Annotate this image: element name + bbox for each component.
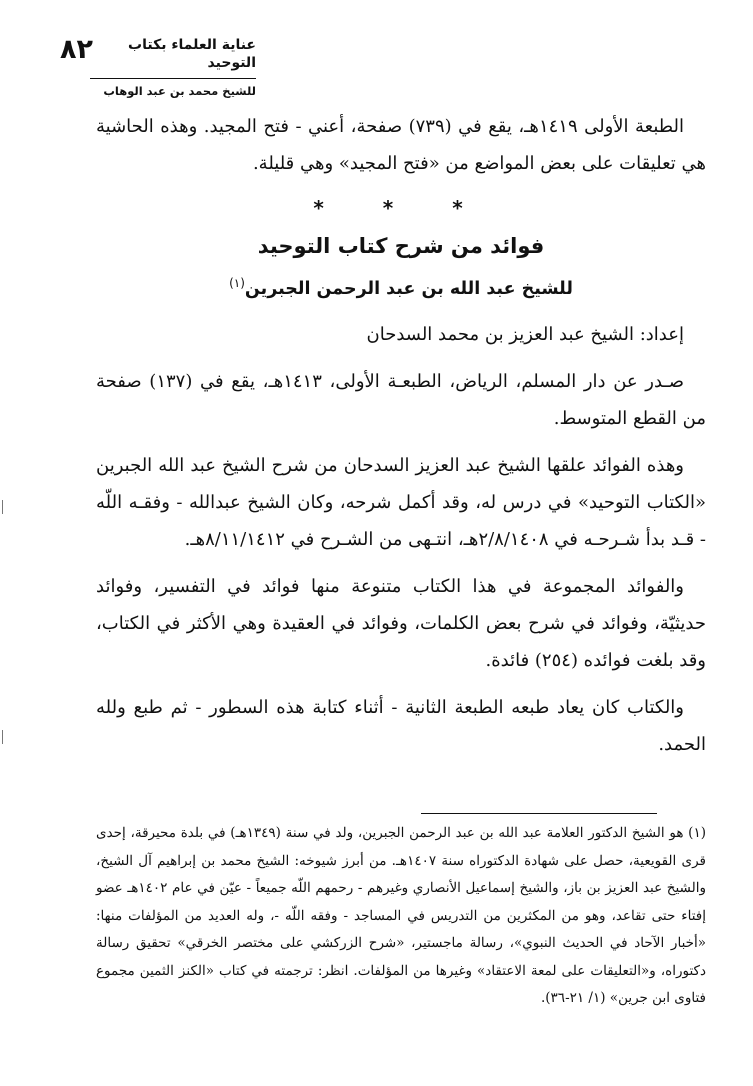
intro-paragraph: الطبعة الأولى ١٤١٩هـ، يقع في (٧٣٩) صفحة، أعني - فتح المجيد. وهذه الحاشية هي تعليقات على بعض المواضع من «فتح المجيد» وهي قليلة. bbox=[96, 116, 706, 174]
footnote-marker: (١) bbox=[229, 276, 245, 290]
running-header-title: عناية العلماء بكتاب التوحيد bbox=[90, 36, 256, 79]
paragraph-contents: والفوائد المجموعة في هذا الكتاب متنوعة منها فوائد في التفسير، وفوائد حديثيّة، وفوائد في شرح بعض الكلمات، وفوائد في العقيدة وهي الأكثر في الكتاب، وقد بلغت فوائده (٢٥٤) فائدة. bbox=[96, 575, 706, 671]
section-subtitle bbox=[96, 266, 706, 306]
footnote-divider bbox=[421, 813, 657, 814]
footnote: (١) هو الشيخ الدكتور العلامة عبد الله بن عبد الرحمن الجبرين، ولد في سنة (١٣٤٩هـ) في بلدة محيرقة، إحدى قرى القويعية، حصل على شهادة الدكتوراه سنة ١٤٠٧هـ. من أبرز شيوخه: الشيخ محمد بن إبراهيم آل الشيخ، والشيخ عبد العزيز بن باز، والشيخ إسماعيل الأنصاري وغيرهم - رحمهم اللّه جميعاً - عيّن في عام ١٤٠٢هـ عضو إفتاء حتى تقاعد، وهو من المكثرين من التدريس في المساجد - وفقه اللّه -، وله العديد من المؤلفات منها: «أخبار الآحاد في الحديث النبوي»، رسالة ماجستير، «شرح الزركشي على مختصر الخرقي» تحقيق رسالة دكتوراه، و«التعليقات على لمعة الاعتقاد» وغيرها من المؤلفات. انظر: ترجمته في كتاب «الكنز الثمين مجموع فتاوى ابن جرين» (١/ ٢١-٣٦). bbox=[96, 825, 706, 1006]
section-subtitle-text: للشيخ عبد الله بن عبد الرحمن الجبرين bbox=[244, 278, 573, 299]
main-text bbox=[96, 108, 706, 763]
paragraph-reprint: والكتاب كان يعاد طبعه الطبعة الثانية - أثناء كتابة هذه السطور - ثم طبع ولله الحمد. bbox=[96, 696, 706, 755]
scan-edge-mark bbox=[2, 500, 7, 514]
section-separator: * * * bbox=[313, 196, 489, 220]
running-header-subtitle: للشيخ محمد بن عبد الوهاب bbox=[103, 84, 256, 98]
paragraph-origin: وهذه الفوائد علقها الشيخ عبد العزيز السدحان من شرح الشيخ عبد الله الجبرين «الكتاب التوحيد» في درس له، وقد أكمل شرحه، وكان الشيخ عبدالله - وفقـه اللّه - قـد بدأ شـرحـه في ٢/٨/١٤٠٨هـ، انتـهى من الشـرح في ٨/١١/١٤١٢هـ. bbox=[96, 454, 706, 550]
running-header bbox=[90, 36, 256, 99]
page-number: ٨٢ bbox=[60, 34, 93, 65]
scan-edge-mark bbox=[2, 730, 7, 744]
paragraph-publication: صـدر عن دار المسلم، الرياض، الطبعـة الأولى، ١٤١٣هـ، يقع في (١٣٧) صفحة من القطع المتوسط. bbox=[96, 370, 706, 429]
section-title: فوائد من شرح كتاب التوحيد bbox=[257, 234, 545, 258]
paragraph-prepared-by: إعداد: الشيخ عبد العزيز بن محمد السدحان bbox=[366, 323, 684, 345]
